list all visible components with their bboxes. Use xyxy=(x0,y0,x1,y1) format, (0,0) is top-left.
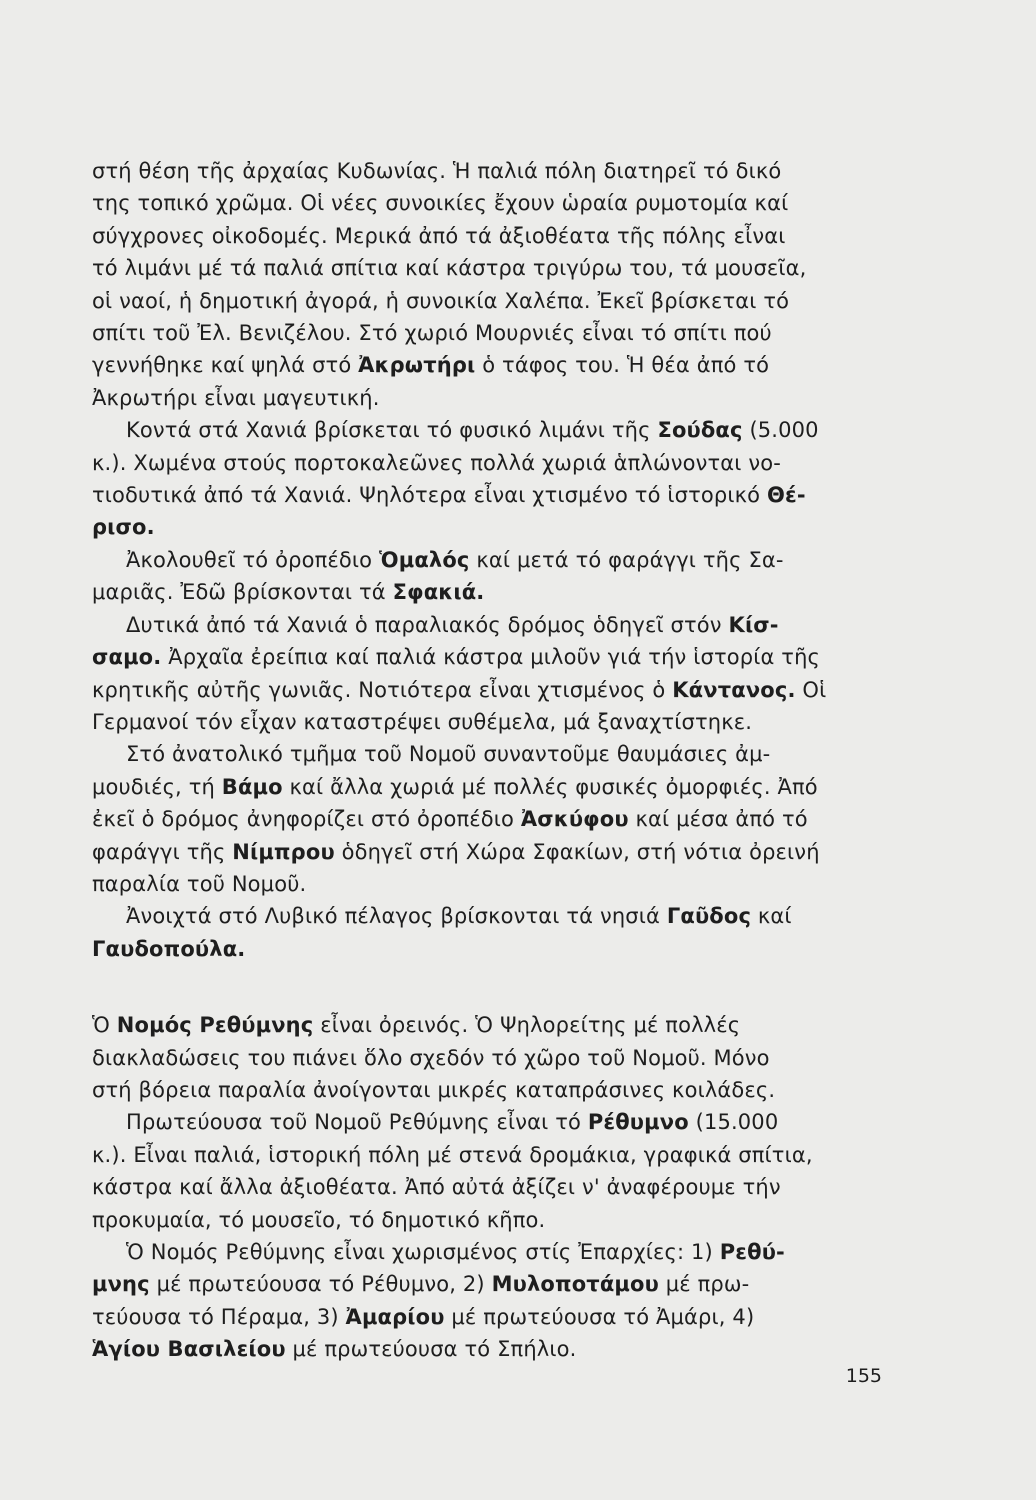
bold-place-name: σαμο. xyxy=(92,645,162,670)
bold-place-name: Ὁμαλός xyxy=(378,547,470,572)
text-run: τιοδυτικά ἀπό τά Χανιά. Ψηλότερα εἶναι χτισμένο τό ἱστορικό xyxy=(92,483,768,508)
text-run: καί μέσα ἀπό τό xyxy=(628,807,808,832)
text-line xyxy=(92,1139,884,1171)
text-line xyxy=(92,1074,884,1106)
text-run: κάστρα καί ἄλλα ἀξιοθέατα. Ἀπό αὐτά ἀξίζει ν' ἀναφέρουμε τήν xyxy=(92,1175,781,1200)
text-line xyxy=(92,1301,884,1333)
text-run: στή θέση τῆς ἀρχαίας Κυδωνίας. Ἡ παλιά πόλη διατηρεῖ τό δικό xyxy=(92,159,782,183)
text-line xyxy=(92,414,884,446)
text-line xyxy=(92,641,884,673)
text-run: Ὁ Νομός Ρεθύμνης εἶναι χωρισμένος στίς Ἐπαρχίες: 1) xyxy=(126,1240,720,1264)
text-run: Ἀκολουθεῖ τό ὀροπέδιο xyxy=(126,547,379,572)
text-run: κ.). Χωμένα στούς πορτοκαλεῶνες πολλά χωριά ἁπλώνονται νο- xyxy=(92,450,781,475)
text-run: Πρωτεύουσα τοῦ Νομοῦ Ρεθύμνης εἶναι τό xyxy=(126,1110,588,1135)
text-line xyxy=(92,1204,884,1236)
bold-place-name: Νίμπρου xyxy=(232,839,335,864)
text-line xyxy=(92,479,884,511)
text-line xyxy=(92,317,884,349)
text-run: μέ πρωτεύουσα τό Ρέθυμνο, 2) xyxy=(149,1272,492,1297)
text-run: μέ πρωτεύουσα τό Σπήλιο. xyxy=(285,1337,577,1362)
bold-place-name: Σούδας xyxy=(657,418,743,443)
text-line xyxy=(92,1106,884,1138)
text-line xyxy=(92,187,884,219)
bold-place-name: Ρέθυμνο xyxy=(587,1110,689,1135)
text-run: καί μετά τό φαράγγι τῆς Σα- xyxy=(469,547,784,572)
text-run: Ἀνοιχτά στό Λυβικό πέλαγος βρίσκονται τά νησιά xyxy=(126,904,667,929)
bold-place-name: Νομός Ρεθύμνης xyxy=(116,1013,314,1038)
text-line xyxy=(92,803,884,835)
bold-place-name: μνης xyxy=(92,1272,150,1297)
text-run: οἱ ναοί, ἡ δημοτική ἀγορά, ἡ συνοικία Χαλέπα. Ἐκεῖ βρίσκεται τό xyxy=(92,288,790,313)
text-run: (5.000 xyxy=(742,418,819,443)
bold-place-name: Γαυδοπούλα. xyxy=(92,936,246,961)
text-line xyxy=(92,1009,884,1041)
text-run: σύγχρονες οἰκοδομές. Μερικά ἀπό τά ἀξιοθέατα τῆς πόλης εἶναι xyxy=(92,223,786,248)
text-line xyxy=(92,1171,884,1203)
text-run: Γερμανοί τόν εἶχαν καταστρέψει συθέμελα, μά ξαναχτίστηκε. xyxy=(92,709,753,734)
bold-place-name: Βάμο xyxy=(221,774,283,799)
text-line xyxy=(92,544,884,576)
bold-place-name: Ἁγίου Βασιλείου xyxy=(92,1337,286,1362)
bold-place-name: Γαῦδος xyxy=(666,904,752,929)
text-run: μαριᾶς. Ἐδῶ βρίσκονται τά xyxy=(92,580,393,605)
bold-place-name: Ἀκρωτήρι xyxy=(358,353,476,378)
text-run: διακλαδώσεις του πιάνει ὅλο σχεδόν τό χῶρο τοῦ Νομοῦ. Μόνο xyxy=(92,1045,770,1070)
text-line xyxy=(92,933,884,965)
text-line xyxy=(92,252,884,284)
text-line xyxy=(92,576,884,608)
text-line xyxy=(92,771,884,803)
text-run: γεννήθηκε καί ψηλά στό xyxy=(92,353,359,378)
text-run: Ἀκρωτήρι εἶναι μαγευτική. xyxy=(92,385,380,410)
text-line xyxy=(92,1042,884,1074)
text-run: ὁ τάφος του. Ἡ θέα ἀπό τό xyxy=(475,353,770,378)
text-run: σπίτι τοῦ Ἐλ. Βενιζέλου. Στό χωριό Μουρνιές εἶναι τό σπίτι πού xyxy=(92,321,772,346)
bold-place-name: Κίσ- xyxy=(728,612,779,637)
text-line xyxy=(92,900,884,932)
body-text xyxy=(92,155,884,1366)
text-run: μέ πρω- xyxy=(658,1272,750,1297)
text-line xyxy=(92,674,884,706)
text-line xyxy=(92,1268,884,1300)
text-line xyxy=(92,738,884,770)
text-line xyxy=(92,511,884,543)
text-line xyxy=(92,1333,884,1365)
text-run: προκυμαία, τό μουσεῖο, τό δημοτικό κῆπο. xyxy=(92,1207,546,1232)
text-line xyxy=(92,349,884,381)
bold-place-name: Ἀσκύφου xyxy=(520,807,629,832)
text-line xyxy=(92,447,884,479)
text-line xyxy=(92,155,884,187)
text-run: καί ἄλλα χωριά μέ πολλές φυσικές ὀμορφιές. Ἀπό xyxy=(282,774,818,799)
text-run: Ἀρχαῖα ἐρείπια καί παλιά κάστρα μιλοῦν γιά τήν ἱστορία τῆς xyxy=(161,645,821,670)
bold-place-name: Κάντανος. xyxy=(672,677,796,702)
text-line xyxy=(92,836,884,868)
text-run: μουδιές, τή xyxy=(92,774,222,799)
text-run: φαράγγι τῆς xyxy=(92,839,233,864)
text-run: ὁδηγεῖ στή Χώρα Σφακίων, στή νότια ὀρεινή xyxy=(334,839,820,864)
bold-place-name: Ἀμαρίου xyxy=(345,1304,445,1329)
bold-place-name: ρισο. xyxy=(92,515,155,540)
page-number: 155 xyxy=(845,1365,882,1387)
text-line xyxy=(92,706,884,738)
text-run: μέ πρωτεύουσα τό Ἀμάρι, 4) xyxy=(444,1304,755,1329)
text-run: κ.). Εἶναι παλιά, ἱστορική πόλη μέ στενά δρομάκια, γραφικά σπίτια, xyxy=(92,1142,813,1167)
text-run: Δυτικά ἀπό τά Χανιά ὁ παραλιακός δρόμος ὁδηγεῖ στόν xyxy=(126,612,729,637)
text-run: τό λιμάνι μέ τά παλιά σπίτια καί κάστρα τριγύρω του, τά μουσεῖα, xyxy=(92,256,807,281)
bold-place-name: Μυλοποτάμου xyxy=(491,1272,659,1297)
text-line xyxy=(92,382,884,414)
text-run: ἐκεῖ ὁ δρόμος ἀνηφορίζει στό ὀροπέδιο xyxy=(92,807,521,832)
bold-place-name: Θέ- xyxy=(767,483,806,508)
text-run: Ὁ xyxy=(92,1013,117,1038)
text-run: παραλία τοῦ Νομοῦ. xyxy=(92,871,307,896)
text-run: της τοπικό χρῶμα. Οἱ νέες συνοικίες ἔχουν ὡραία ρυμοτομία καί xyxy=(92,191,789,216)
text-line xyxy=(92,609,884,641)
text-run: κρητικῆς αὐτῆς γωνιᾶς. Νοτιότερα εἶναι χτισμένος ὁ xyxy=(92,677,673,702)
bold-place-name: Σφακιά. xyxy=(392,580,485,605)
text-line xyxy=(92,220,884,252)
text-run: στή βόρεια παραλία ἀνοίγονται μικρές καταπράσινες κοιλάδες. xyxy=(92,1077,776,1102)
text-line xyxy=(92,868,884,900)
bold-place-name: Ρεθύ- xyxy=(719,1240,785,1264)
text-run: (15.000 xyxy=(688,1110,779,1135)
text-run: καί xyxy=(751,904,792,929)
text-run: Κοντά στά Χανιά βρίσκεται τό φυσικό λιμάνι τῆς xyxy=(126,418,658,443)
section-gap xyxy=(92,965,884,1009)
text-run: Οἱ xyxy=(795,677,827,702)
text-run: εἶναι ὀρεινός. Ὁ Ψηλορείτης μέ πολλές xyxy=(313,1013,741,1038)
text-line xyxy=(92,285,884,317)
text-run: Στό ἀνατολικό τμῆμα τοῦ Νομοῦ συναντοῦμε θαυμάσιες ἀμ- xyxy=(126,742,771,767)
text-line xyxy=(92,1236,884,1268)
text-run: τεύουσα τό Πέραμα, 3) xyxy=(92,1304,346,1329)
